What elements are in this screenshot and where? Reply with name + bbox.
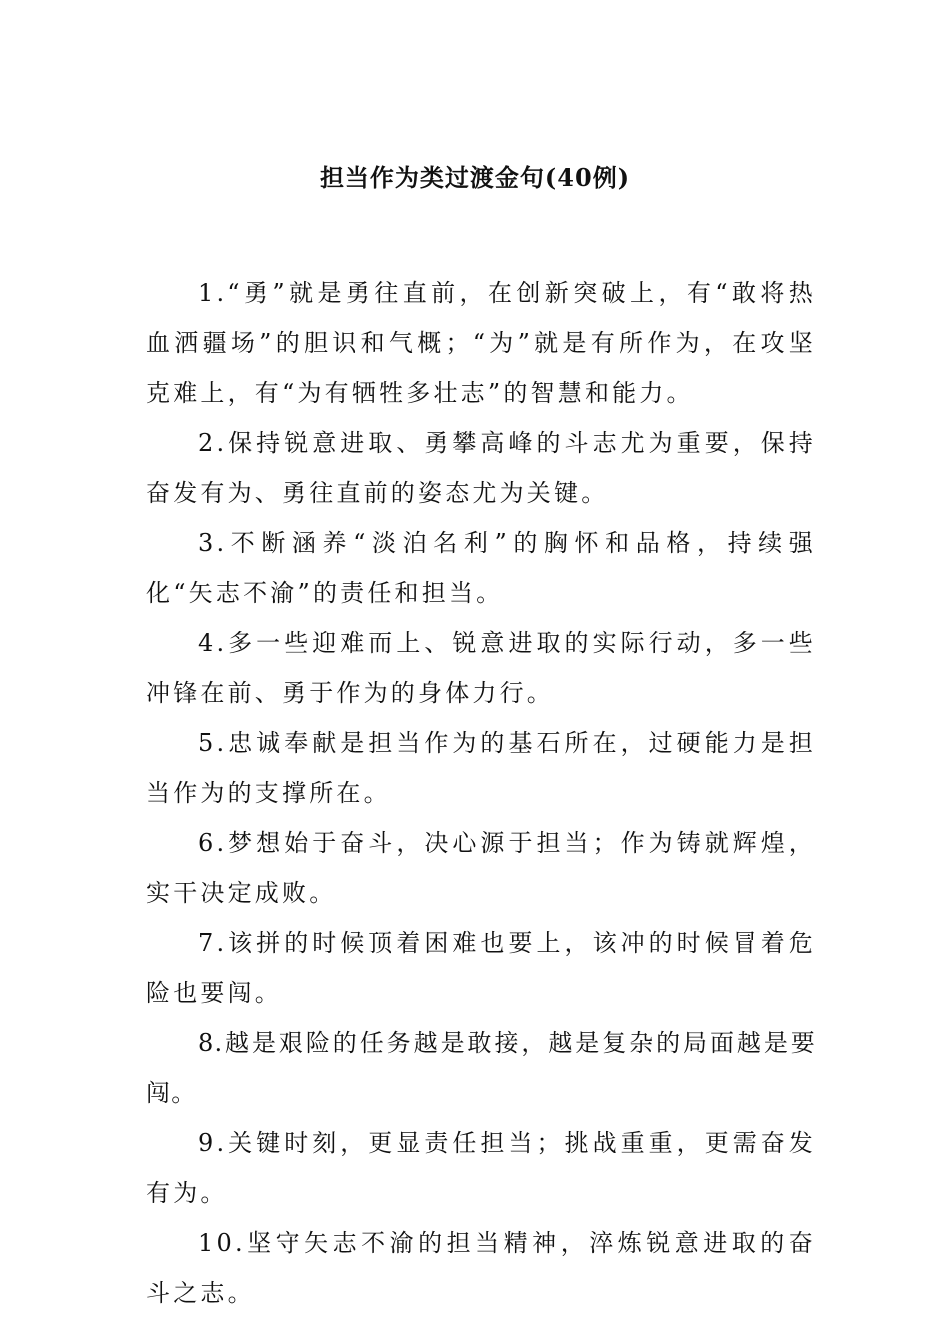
- paragraph-10: 10.坚守矢志不渝的担当精神，淬炼锐意进取的奋斗之志。: [146, 1229, 816, 1307]
- paragraph-3: 3.不断涵养“淡泊名利”的胸怀和品格，持续强化“矢志不渝”的责任和担当。: [146, 529, 816, 607]
- paragraph-2: 2.保持锐意进取、勇攀高峰的斗志尤为重要，保持奋发有为、勇往直前的姿态尤为关键。: [146, 429, 816, 507]
- paragraph-6: 6.梦想始于奋斗，决心源于担当；作为铸就辉煌，实干决定成败。: [146, 829, 816, 907]
- document-title: 担当作为类过渡金句(40例): [319, 163, 631, 192]
- paragraph-5: 5.忠诚奉献是担当作为的基石所在，过硬能力是担当作为的支撑所在。: [146, 729, 816, 807]
- document-body: [146, 268, 816, 1318]
- paragraph-7: 7.该拼的时候顶着困难也要上，该冲的时候冒着危险也要闯。: [146, 929, 816, 1007]
- paragraph-9: 9.关键时刻，更显责任担当；挑战重重，更需奋发有为。: [146, 1129, 816, 1207]
- paragraph-1: 1.“勇”就是勇往直前，在创新突破上，有“敢将热血洒疆场”的胆识和气概；“为”就是有所作为，在攻坚克难上，有“为有牺牲多壮志”的智慧和能力。: [146, 279, 816, 407]
- paragraph-4: 4.多一些迎难而上、锐意进取的实际行动，多一些冲锋在前、勇于作为的身体力行。: [146, 629, 816, 707]
- paragraph-8: 8.越是艰险的任务越是敢接，越是复杂的局面越是要闯。: [146, 1029, 816, 1107]
